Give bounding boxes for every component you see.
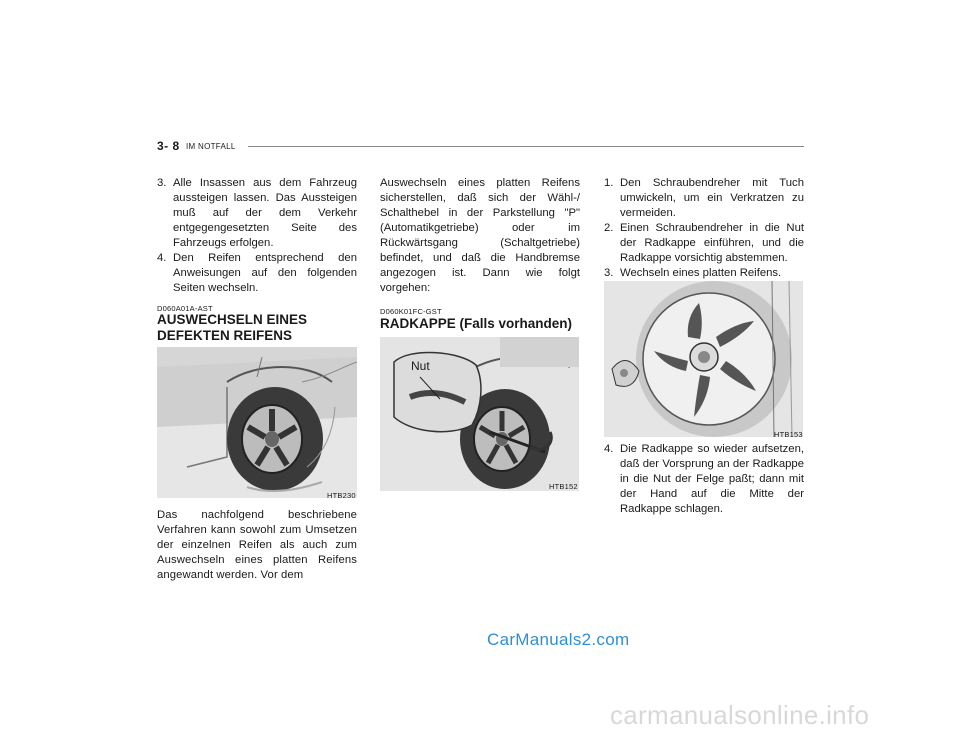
watermark-carmanualsonline: carmanualsonline.info — [610, 700, 870, 730]
figure-code: HTB152 — [549, 482, 578, 491]
column-1-steps — [157, 176, 357, 296]
page-number: 3- 8 — [157, 139, 180, 153]
figure-code: HTB230 — [327, 491, 356, 500]
list-item: 3. Alle Insassen aus dem Fahrzeug aussteigen lassen. Das Aussteigen muß auf der dem Verkehr entgegengesetzten Seite des Fahrzeugs erfolgen. — [157, 177, 357, 249]
header-rule — [248, 146, 804, 147]
list-item: 4. Den Reifen entsprechend den Anweisungen auf den folgenden Seiten wechseln. — [157, 252, 357, 294]
section-name: IM NOTFALL — [186, 142, 236, 151]
figure-code: HTB153 — [774, 430, 803, 439]
column-3-steps-continued — [604, 442, 804, 517]
figure-htb152 — [380, 337, 579, 491]
section-code: D060A01A-AST — [157, 304, 213, 313]
list-item: 3. Wechseln eines platten Reifens. — [604, 267, 782, 279]
list-item: 1. Den Schraubendreher mit Tuch umwickeln, um ein Verkratzen zu vermeiden. — [604, 177, 804, 219]
watermark-carmanuals2[interactable]: CarManuals2.com — [487, 630, 630, 649]
column-3-steps — [604, 176, 804, 281]
section-title: RADKAPPE (Falls vorhanden) — [380, 316, 573, 331]
figure-htb153 — [604, 281, 803, 437]
column-2-body: Auswechseln eines platten Reifens sicherstellen, daß sich der Wähl-/ Schalthebel in der Parkstellung "P" (Automatikgetriebe) oder im Rückwärtsgang (Schaltgetriebe) befindet, und daß die Handbremse angezogen ist. Dann wie folgt vorgehen: — [380, 177, 580, 294]
column-1-body: Das nachfolgend beschriebene Verfahren kann sowohl zum Umsetzen der einzelnen Reifen als auch zum Auswechseln eines platten Reifens angewandt werden. Vor dem — [157, 509, 357, 581]
section-title: AUSWECHSELN EINES DEFEKTEN REIFENS — [157, 312, 308, 343]
section-code: D060K01FC-GST — [380, 307, 442, 316]
figure-callout: Nut — [411, 359, 430, 373]
figure-htb230 — [157, 347, 357, 498]
list-item: 2. Einen Schraubendreher in die Nut der Radkappe einführen, und die Radkappe vorsichtig abstemmen. — [604, 222, 804, 264]
list-item: 4. Die Radkappe so wieder aufsetzen, daß der Vorsprung an der Radkappe in die Nut der Felge paßt; dann mit der Hand auf die Mitte der Radkappe schlagen. — [604, 443, 804, 515]
